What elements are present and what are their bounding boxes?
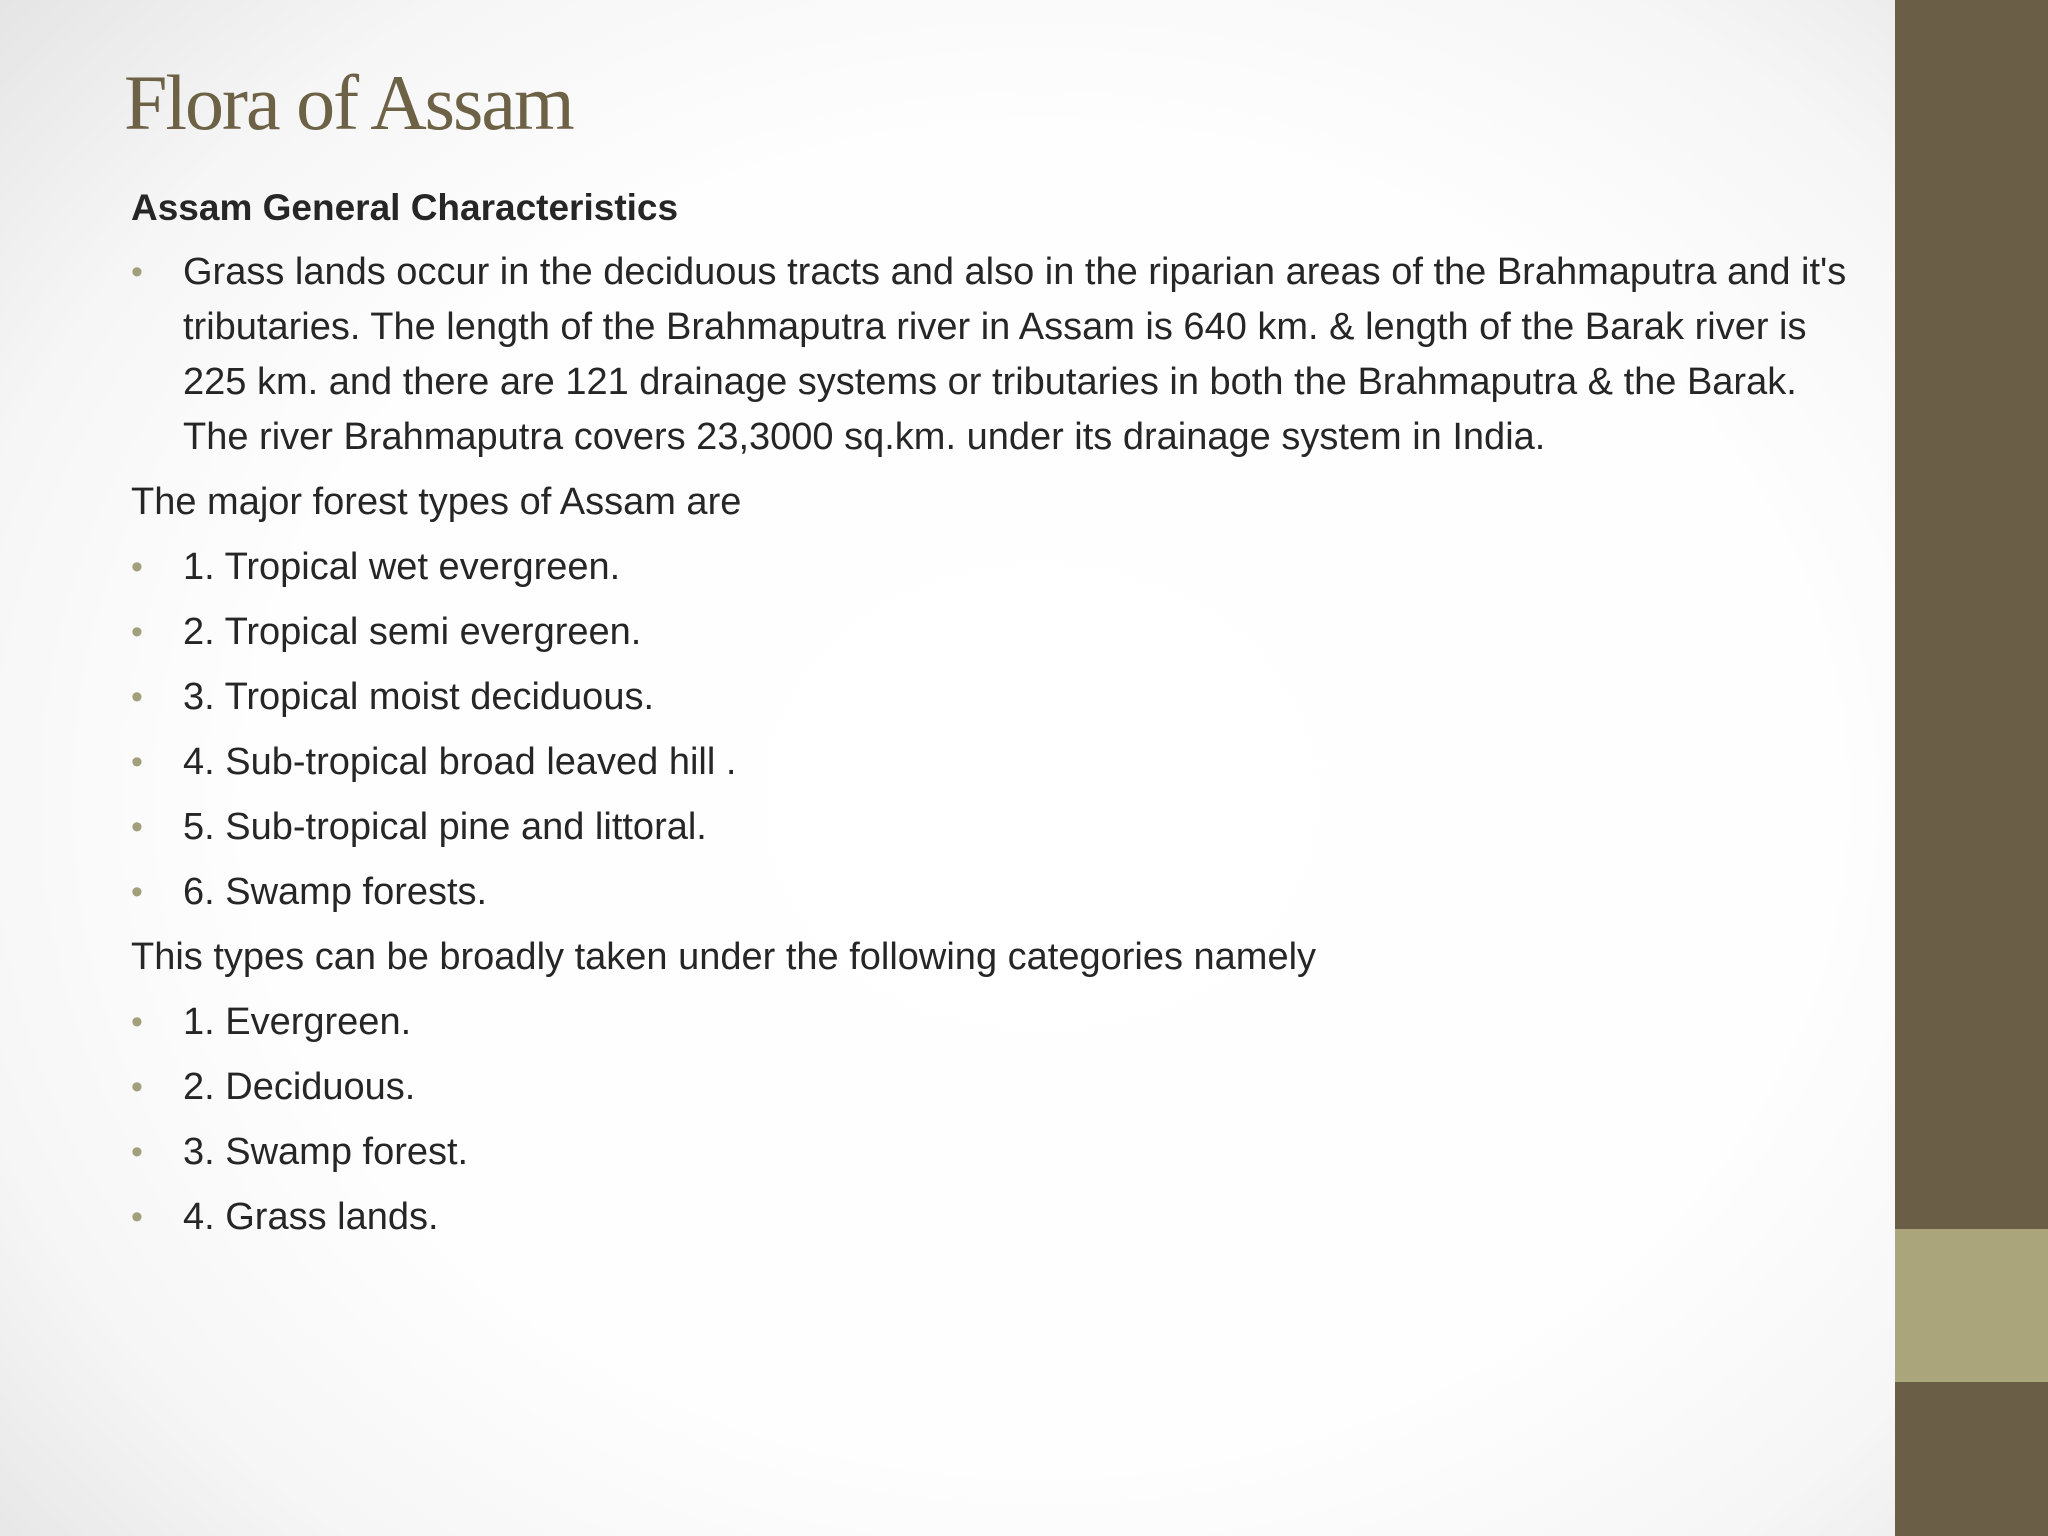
bullet-icon: • bbox=[131, 873, 143, 911]
bullet-icon: • bbox=[131, 1198, 143, 1236]
bullet-icon: • bbox=[131, 678, 143, 716]
bullet-icon: • bbox=[131, 613, 143, 651]
list-item bbox=[131, 800, 1851, 855]
intro-list bbox=[131, 245, 1851, 465]
category-label: 2. Deciduous. bbox=[183, 1066, 416, 1108]
bullet-icon: • bbox=[131, 1068, 143, 1106]
forest-type-label: 2. Tropical semi evergreen. bbox=[183, 611, 642, 653]
forest-types-heading: The major forest types of Assam are bbox=[131, 481, 742, 523]
list-item bbox=[131, 245, 1863, 465]
bullet-icon: • bbox=[131, 253, 143, 291]
sidebar-accent-block bbox=[1895, 1229, 2048, 1382]
list-item bbox=[131, 670, 1851, 725]
list-item bbox=[131, 605, 1851, 660]
bullet-icon: • bbox=[131, 548, 143, 586]
category-label: 4. Grass lands. bbox=[183, 1196, 439, 1238]
list-item bbox=[131, 865, 1851, 920]
bullet-icon: • bbox=[131, 1133, 143, 1171]
bullet-icon: • bbox=[131, 808, 143, 846]
slide-body bbox=[131, 180, 1851, 1255]
list-item bbox=[131, 1060, 1851, 1115]
forest-type-label: 5. Sub-tropical pine and littoral. bbox=[183, 806, 707, 848]
categories-heading: This types can be broadly taken under the following categories namely bbox=[131, 936, 1317, 978]
forest-type-label: 3. Tropical moist deciduous. bbox=[183, 676, 655, 718]
slide-title: Flora of Assam bbox=[124, 59, 573, 146]
category-label: 1. Evergreen. bbox=[183, 1001, 412, 1043]
forest-type-label: 4. Sub-tropical broad leaved hill . bbox=[183, 741, 737, 783]
list-item bbox=[131, 995, 1851, 1050]
forest-types-list bbox=[131, 540, 1851, 920]
intro-text: Grass lands occur in the deciduous tracts and also in the riparian areas of the Brahmaputra and it's tributaries. The length of the Brahmaputra river in Assam is 640 km. & length of the Barak river is 225 km. and there are 121 drainage systems or tributaries in both the Brahmaputra & the Barak. The river Brahmaputra covers 23,3000 sq.km. under its drainage system in India. bbox=[183, 251, 1847, 458]
categories-list bbox=[131, 995, 1851, 1245]
category-label: 3. Swamp forest. bbox=[183, 1131, 469, 1173]
forest-type-label: 1. Tropical wet evergreen. bbox=[183, 546, 621, 588]
list-item bbox=[131, 1190, 1851, 1245]
forest-type-label: 6. Swamp forests. bbox=[183, 871, 488, 913]
bullet-icon: • bbox=[131, 743, 143, 781]
list-item bbox=[131, 735, 1851, 790]
list-item bbox=[131, 540, 1851, 595]
subheading: Assam General Characteristics bbox=[131, 187, 679, 228]
list-item bbox=[131, 1125, 1851, 1180]
bullet-icon: • bbox=[131, 1003, 143, 1041]
